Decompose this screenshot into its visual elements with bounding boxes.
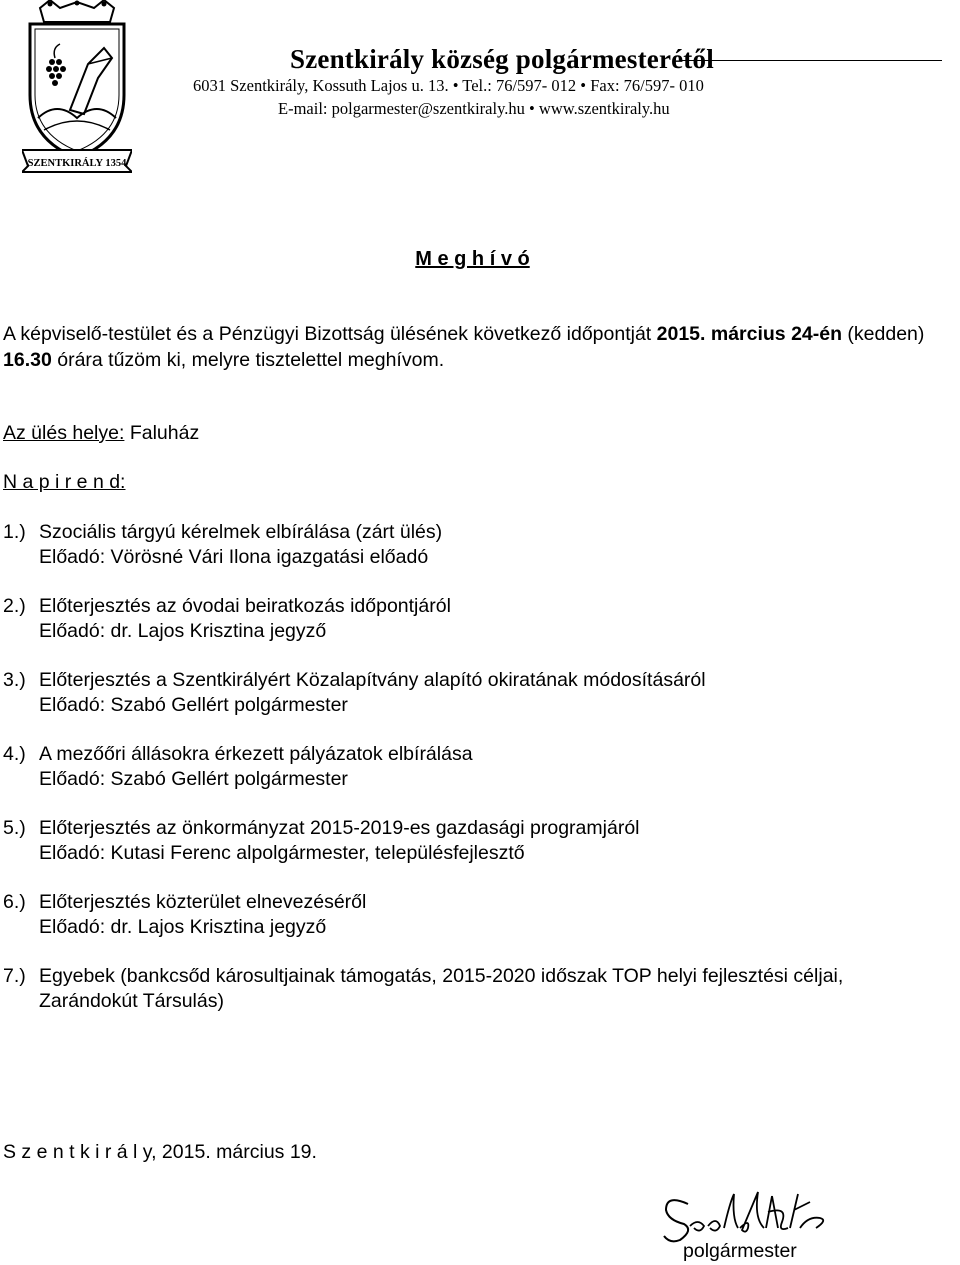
agenda-topic: Előterjesztés a Szentkirályért Közalapítvány alapító okiratának módosításáról [39, 669, 706, 691]
org-address: 6031 Szentkirály, Kossuth Lajos u. 13. • Tel.: 76/597- 012 • Fax: 76/597- 010 [193, 76, 704, 95]
agenda-number: 1.) [3, 521, 26, 543]
place-date: S z e n t k i r á l y, 2015. március 19. [3, 1141, 317, 1163]
agenda-topic: Szociális tárgyú kérelmek elbírálása (zárt ülés) [39, 521, 443, 543]
agenda-number: 3.) [3, 669, 26, 691]
agenda-presenter: Előadó: Szabó Gellért polgármester [39, 768, 348, 790]
intro-text-3: órára tűzöm ki, melyre tisztelettel meghívom. [51, 349, 445, 371]
intro-paragraph [3, 321, 943, 373]
signer-title: polgármester [683, 1240, 797, 1262]
agenda-presenter: Előadó: dr. Lajos Krisztina jegyző [39, 916, 327, 938]
agenda-presenter: Előadó: Vörösné Vári Ilona igazgatási előadó [39, 546, 429, 568]
agenda-presenter: Előadó: Szabó Gellért polgármester [39, 694, 348, 716]
org-name: Szentkirály község polgármesterétől [290, 44, 714, 74]
intro-text-2: (kedden) [842, 323, 925, 345]
agenda-topic: Előterjesztés az önkormányzat 2015-2019-es gazdasági programjáról [39, 817, 640, 839]
meeting-time: 16.30 [3, 349, 52, 371]
header-rule [680, 60, 942, 61]
intro-text-1: A képviselő-testület és a Pénzügyi Bizottság ülésének következő időpontját [3, 323, 657, 345]
venue-line [3, 422, 199, 445]
agenda-topic: Előterjesztés közterület elnevezéséről [39, 891, 367, 913]
agenda-item-7 [3, 964, 943, 1014]
agenda-presenter: Előadó: dr. Lajos Krisztina jegyző [39, 620, 327, 642]
agenda-number: 4.) [3, 743, 26, 765]
agenda-topic: A mezőőri állásokra érkezett pályázatok elbírálása [39, 743, 473, 765]
agenda-item-6 [3, 890, 943, 940]
agenda-number: 2.) [3, 595, 26, 617]
agenda-number: 5.) [3, 817, 26, 839]
signature-icon [660, 1188, 840, 1248]
coat-of-arms-icon [22, 0, 132, 175]
agenda-number: 7.) [3, 965, 26, 987]
agenda-topic: Egyebek (bankcsőd károsultjainak támogatás, 2015-2020 időszak TOP helyi fejlesztési céljai, Zarándokút Társulás) [39, 965, 844, 1012]
agenda-item-4 [3, 742, 943, 792]
svg-text:SZENTKIRÁLY 1354: SZENTKIRÁLY 1354 [27, 158, 127, 169]
agenda-heading: N a p i r e n d: [3, 471, 126, 493]
agenda-item-1 [3, 520, 943, 570]
org-contact: E-mail: polgarmester@szentkiraly.hu • www.szentkiraly.hu [278, 99, 670, 118]
venue-value: Faluház [129, 422, 200, 444]
agenda-item-5 [3, 816, 943, 866]
agenda-item-2 [3, 594, 943, 644]
agenda-presenter: Előadó: Kutasi Ferenc alpolgármester, településfejlesztő [39, 842, 525, 864]
venue-label: Az ülés helye: [3, 422, 125, 444]
meeting-date: 2015. március 24-én [656, 323, 843, 345]
invitation-title: M e g h í v ó [415, 248, 530, 270]
agenda-item-3 [3, 668, 943, 718]
agenda-number: 6.) [3, 891, 26, 913]
agenda-list [3, 520, 943, 1038]
agenda-topic: Előterjesztés az óvodai beiratkozás időpontjáról [39, 595, 451, 617]
